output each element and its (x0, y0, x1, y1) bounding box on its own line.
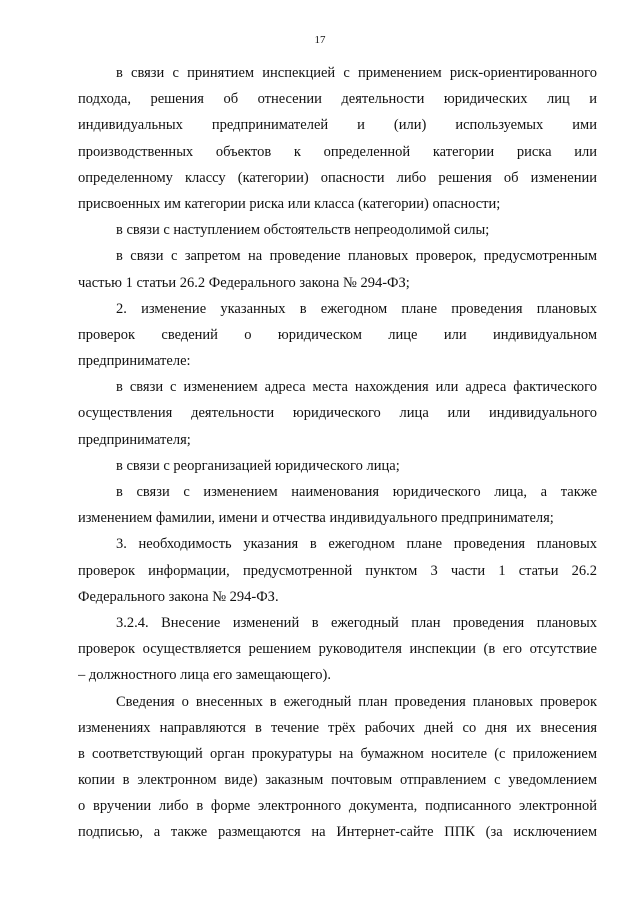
text-line: проверок осуществляется решением руководителя инспекции (в его отсутствие (78, 641, 597, 658)
document-body (78, 60, 597, 846)
text-line: 2. изменение указанных в ежегодном плане проведения плановых (116, 300, 597, 317)
text-line: 3.2.4. Внесение изменений в ежегодный план проведения плановых (116, 614, 597, 631)
text-line: проверок информации, предусмотренной пунктом 3 части 1 статьи 26.2 (78, 562, 597, 579)
text-line: Сведения о внесенных в ежегодный план проведения плановых проверок (116, 693, 597, 710)
text-line: изменением фамилии, имени и отчества индивидуального предпринимателя; (78, 510, 554, 527)
text-line: – должностного лица его замещающего). (78, 667, 331, 684)
text-line: осуществления деятельности юридического лица или индивидуального (78, 405, 597, 422)
text-line: частью 1 статьи 26.2 Федерального закона № 294-ФЗ; (78, 274, 410, 291)
text-line: в связи с изменением наименования юридического лица, а также (116, 484, 597, 500)
text-line: в связи с наступлением обстоятельств непреодолимой силы; (116, 222, 490, 239)
text-line: определенному классу (категории) опасности либо решения об изменении (78, 169, 597, 186)
text-line: индивидуальных предпринимателей и (или) используемых ими (78, 117, 597, 134)
text-line: в связи с реорганизацией юридического лица; (116, 457, 400, 474)
text-line: производственных объектов к определенной категории риска или (78, 143, 597, 160)
text-line: предпринимателя; (78, 431, 191, 448)
text-line: о вручении либо в форме электронного документа, подписанного электронной (78, 798, 597, 815)
text-line: предпринимателе: (78, 353, 191, 370)
text-line: в соответствующий орган прокуратуры на бумажном носителе (с приложением (78, 745, 597, 762)
text-line: подхода, решения об отнесении деятельности юридических лиц и (78, 91, 597, 108)
text-line: в связи с принятием инспекцией с применением риск-ориентированного (116, 65, 597, 81)
text-line: присвоенных им категории риска или класса (категории) опасности; (78, 195, 501, 212)
page-number: 17 (314, 34, 326, 46)
text-line: Федерального закона № 294-ФЗ. (78, 588, 279, 605)
text-line: 3. необходимость указания в ежегодном плане проведения плановых (116, 536, 597, 553)
text-line: проверок сведений о юридическом лице или индивидуальном (78, 326, 597, 343)
text-line: в связи с изменением адреса места нахождения или адреса фактического (116, 379, 597, 396)
text-line: изменениях направляются в течение трёх рабочих дней со дня их внесения (78, 719, 597, 736)
text-line: копии в электронном виде) заказным почтовым отправлением с уведомлением (78, 772, 597, 789)
text-line: в связи с запретом на проведение плановых проверок, предусмотренным (116, 248, 597, 265)
text-line: подписью, а также размещаются на Интернет-сайте ППК (за исключением (78, 824, 597, 841)
